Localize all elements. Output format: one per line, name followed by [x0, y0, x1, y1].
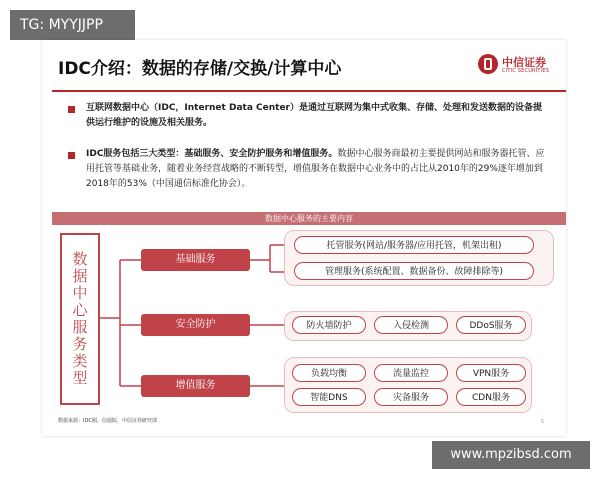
item-management: 管理服务(系统配置、数据备份、故障排除等) — [294, 262, 534, 280]
bullet-2-normal: 数据中心服务商最初主要提供网站和服务器托管、应用托管等基础业务，随着业务经营战略的不断转型，增值服务在数据中心业务中的占比从2010年的29%逐年增加到2018年的53%（中国通信标准化协会）。 — [86, 149, 545, 189]
item-intrusion-detection: 入侵检测 — [374, 316, 448, 334]
source-footnote: 数据来源：IDC圈，信通院，中信证券研究部 — [58, 418, 157, 424]
category-basic-service: 基础服务 — [141, 249, 250, 271]
logo-cn-text: 中信证券 — [502, 56, 546, 69]
page-title: IDC介绍：数据的存储/交换/计算中心 — [58, 59, 342, 79]
watermark-bottom: www.mpzibsd.com — [432, 441, 590, 469]
item-load-balancing: 负载均衡 — [292, 364, 366, 382]
logo-en-text: CITIC SECURITIES — [502, 68, 550, 74]
diagram-header: 数据中心服务的主要内容 — [52, 212, 566, 225]
item-ddos: DDoS服务 — [456, 316, 526, 334]
item-cdn: CDN服务 — [456, 388, 526, 406]
bullet-2-bold: IDC服务包括三大类型：基础服务、安全防护服务和增值服务。 — [86, 149, 338, 159]
page-number: 5 — [541, 419, 545, 425]
item-disaster-recovery: 灾备服务 — [374, 388, 448, 406]
item-vpn: VPN服务 — [456, 364, 526, 382]
item-firewall: 防火墙防护 — [292, 316, 366, 334]
item-smart-dns: 智能DNS — [292, 388, 366, 406]
category-security: 安全防护 — [141, 314, 250, 336]
category-value-added: 增值服务 — [141, 375, 250, 397]
item-hosting: 托管服务(网站/服务器/应用托管，机架出租) — [294, 236, 534, 254]
item-traffic-monitoring: 流量监控 — [374, 364, 448, 382]
bullet-1-bold: 互联网数据中心（IDC，Internet Data Center）是通过互联网为集中式收集、存储、处理和发送数据的设备提供运行维护的设施及相关服务。 — [86, 103, 542, 128]
watermark-top: TG: MYYJJPP — [10, 10, 135, 40]
service-type-root: 数据中心服务类型 — [60, 233, 100, 405]
